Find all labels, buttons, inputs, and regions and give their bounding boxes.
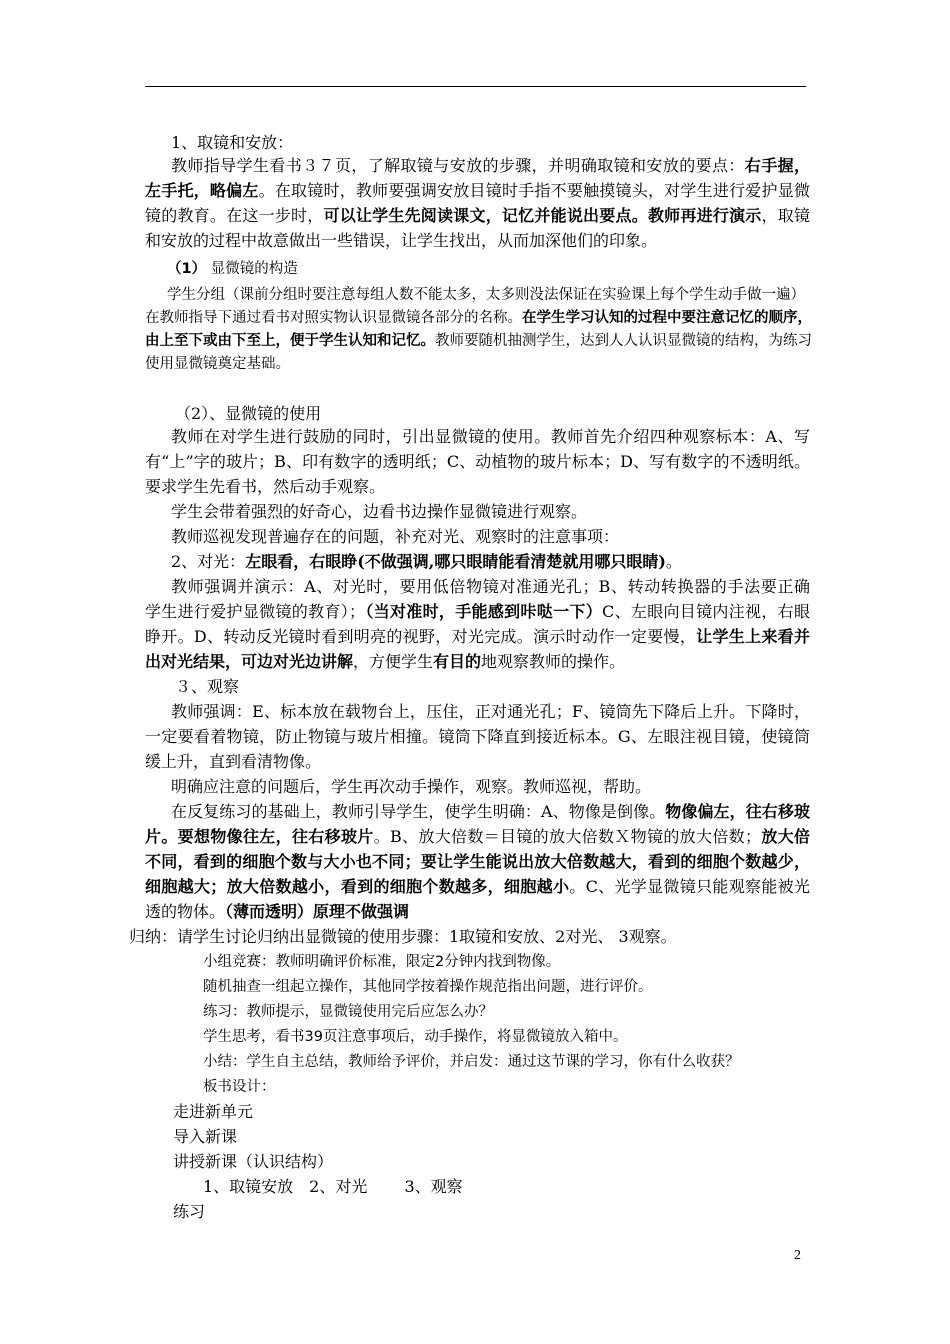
text-line bbox=[145, 230, 810, 252]
text-segment: ，取镜 bbox=[761, 206, 810, 225]
text-segment: 缓上升，直到看清物像。 bbox=[145, 752, 322, 771]
text-line bbox=[145, 601, 810, 623]
text-segment: 睁开。D、转动反光镜时看到明亮的视野，对光完成。演示时动作一定要慢， bbox=[145, 627, 697, 646]
text-line bbox=[145, 626, 810, 648]
text-line bbox=[175, 403, 810, 425]
text-line bbox=[145, 353, 810, 375]
bold-text: 物像偏左，往右移玻 bbox=[665, 802, 810, 821]
text-line bbox=[203, 1076, 810, 1098]
text-line bbox=[173, 1201, 810, 1223]
text-line bbox=[203, 1026, 810, 1048]
text-segment: 导入新课 bbox=[173, 1127, 238, 1146]
text-segment: 小结：学生自主总结，教师给予评价，并启发：通过这节课的学习，你有什么收获？ bbox=[203, 1054, 740, 1070]
text-line bbox=[145, 451, 810, 473]
text-line bbox=[203, 951, 810, 973]
text-line bbox=[145, 751, 810, 773]
text-line bbox=[173, 1126, 810, 1148]
text-line bbox=[203, 976, 810, 998]
text-segment: （2）、显微镜的使用 bbox=[175, 404, 322, 423]
text-line bbox=[171, 576, 810, 598]
text-line bbox=[203, 1176, 810, 1198]
text-segment: 教师指导学生看书３７页，了解取镜与安放的步骤，并明确取镜和安放的要点： bbox=[171, 156, 745, 175]
text-segment: 学生思考，看书39页注意事项后，动手操作，将显微镜放入箱中。 bbox=[203, 1029, 628, 1045]
text-segment: 。 bbox=[665, 552, 682, 571]
text-line bbox=[173, 1151, 810, 1173]
text-line bbox=[145, 476, 810, 498]
text-line bbox=[171, 776, 810, 798]
page-number: 2 bbox=[794, 1248, 801, 1263]
text-segment: 在反复练习的基础上，教师引导学生，使学生明确：A、物像是倒像。 bbox=[171, 802, 666, 821]
text-line bbox=[171, 801, 810, 823]
text-line bbox=[203, 1051, 810, 1073]
text-segment: 教师在对学生进行鼓励的同时，引出显微镜的使用。教师首先介绍四种观察标本：A、写 bbox=[171, 427, 810, 446]
bold-text: 让学生上来看并 bbox=[696, 627, 810, 646]
header-rule bbox=[145, 86, 806, 87]
text-line bbox=[175, 676, 810, 698]
text-segment: 教师强调：E、标本放在载物台上，压住，正对通光孔；F、镜筒先下降后上升。下降时， bbox=[171, 702, 810, 721]
text-line bbox=[145, 726, 810, 748]
text-line bbox=[171, 551, 810, 573]
bold-text: 出对光结果，可边对光边讲解 bbox=[145, 652, 354, 671]
bold-text: 细胞越大；放大倍数越小，看到的细胞个数越多，细胞越小 bbox=[145, 877, 570, 896]
text-segment: ，方便学生 bbox=[353, 652, 434, 671]
text-segment: 镜的教育。在这一步时， bbox=[145, 206, 324, 225]
bold-text: 片。要想物像往左，往右移玻片 bbox=[145, 827, 374, 846]
text-segment: 走进新单元 bbox=[173, 1102, 254, 1121]
bold-text: （当对准时，手能感到咔哒一下） bbox=[365, 602, 603, 621]
text-line bbox=[171, 701, 810, 723]
text-line bbox=[145, 651, 810, 673]
text-line bbox=[167, 258, 810, 280]
bold-text: 左手托，略偏左 bbox=[145, 181, 259, 200]
text-segment: 一定要看着物镜，防止物镜与玻片相撞。镜筒下降直到接近标本。G、左眼注视目镜，使镜筒 bbox=[145, 727, 810, 746]
text-line bbox=[173, 1101, 810, 1123]
text-segment: 透的物体。 bbox=[145, 902, 226, 921]
text-segment: 地观察教师的操作。 bbox=[481, 652, 626, 671]
text-segment: 板书设计： bbox=[203, 1079, 276, 1095]
text-line bbox=[203, 1001, 810, 1023]
bold-text: 左眼看，右眼睁(不做强调,哪只眼睛能看清楚就用哪只眼睛) bbox=[245, 552, 666, 571]
text-segment: 和安放的过程中故意做出一些错误，让学生找出，从而加深他们的印象。 bbox=[145, 231, 658, 250]
text-line bbox=[145, 180, 810, 202]
bold-text: 可以让学生先阅读课文，记忆并能说出要点。教师再进行演示 bbox=[323, 206, 762, 225]
text-segment: ３、观察 bbox=[175, 677, 240, 696]
text-line bbox=[167, 284, 810, 306]
text-segment: 随机抽查一组起立操作，其他同学按着操作规范指出问题，进行评价。 bbox=[203, 979, 653, 995]
text-segment: 归纳：请学生讨论归纳出显微镜的使用步骤：1取镜和安放、2对光、 3观察。 bbox=[129, 927, 677, 946]
text-segment: 要求学生先看书，然后动手观察。 bbox=[145, 477, 386, 496]
bold-text: （薄而透明）原理不做强调 bbox=[225, 902, 410, 921]
text-segment: 使用显微镜奠定基础。 bbox=[145, 356, 290, 372]
text-line bbox=[145, 205, 810, 227]
text-line bbox=[145, 826, 810, 848]
text-line bbox=[129, 926, 810, 948]
text-segment: 练习：教师提示，显微镜使用完后应怎么办？ bbox=[203, 1004, 493, 1020]
text-segment: 教师强调并演示：A、对光时，要用低倍物镜对准通光孔；B、转动转换器的手法要正确 bbox=[171, 577, 810, 596]
text-segment: 练习 bbox=[173, 1202, 206, 1221]
text-segment: 教师巡视发现普遍存在的问题，补充对光、观察时的注意事项： bbox=[171, 527, 620, 546]
bold-text: 由上至下或由下至上，便于学生认知和记忆。 bbox=[145, 333, 435, 349]
text-line bbox=[145, 851, 810, 873]
text-segment: 显微镜的构造 bbox=[206, 261, 298, 277]
text-line bbox=[171, 501, 810, 523]
text-segment: 教师要随机抽测学生，达到人人认识显微镜的结构，为练习 bbox=[435, 333, 812, 349]
text-segment: 。B、放大倍数＝目镜的放大倍数Ｘ物镜的放大倍数； bbox=[373, 827, 761, 846]
text-line bbox=[145, 876, 810, 898]
text-segment: 有“上”字的玻片；B、印有数字的透明纸；C、动植物的玻片标本；D、写有数字的不透明纸。 bbox=[145, 452, 810, 471]
text-segment: 1、取镜和安放： bbox=[171, 133, 294, 152]
bold-text: 有目的 bbox=[433, 652, 482, 671]
text-line bbox=[171, 426, 810, 448]
text-line bbox=[171, 155, 810, 177]
text-segment: 。在取镜时，教师要强调安放目镜时手指不要触摸镜头，对学生进行爱护显微 bbox=[258, 181, 810, 200]
text-segment: 学生会带着强烈的好奇心，边看书边操作显微镜进行观察。 bbox=[171, 502, 588, 521]
text-line bbox=[145, 307, 810, 329]
text-line bbox=[171, 132, 810, 154]
text-line bbox=[171, 526, 810, 548]
text-segment: 学生分组（课前分组时要注意每组人数不能太多，太多则没法保证在实验课上每个学生动手做一遍） bbox=[167, 287, 805, 303]
text-segment: 明确应注意的问题后，学生再次动手操作，观察。教师巡视，帮助。 bbox=[171, 777, 652, 796]
text-segment: 1、取镜安放 2、对光 3、观察 bbox=[203, 1177, 463, 1196]
text-segment: 讲授新课（认识结构） bbox=[173, 1152, 334, 1171]
text-segment: 小组竞赛：教师明确评价标准，限定2分钟内找到物像。 bbox=[203, 954, 561, 970]
text-segment: 。C、光学显微镜只能观察能被光 bbox=[569, 877, 810, 896]
bold-text: 在学生学习认知的过程中要注意记忆的顺序， bbox=[522, 310, 812, 326]
text-segment: C、左眼向目镜内注视，右眼 bbox=[602, 602, 810, 621]
bold-text: 放大倍 bbox=[760, 827, 810, 846]
text-segment: 学生进行爱护显微镜的教育）； bbox=[145, 602, 366, 621]
text-line bbox=[145, 901, 810, 923]
bold-text: 右手握， bbox=[744, 156, 810, 175]
bold-text: （1） bbox=[167, 261, 207, 277]
text-line bbox=[145, 330, 810, 352]
text-segment: 在教师指导下通过看书对照实物认识显微镜各部分的名称。 bbox=[145, 310, 522, 326]
text-segment: 2、对光： bbox=[171, 552, 246, 571]
bold-text: 不同，看到的细胞个数与大小也不同；要让学生能说出放大倍数越大，看到的细胞个数越少， bbox=[145, 852, 810, 871]
